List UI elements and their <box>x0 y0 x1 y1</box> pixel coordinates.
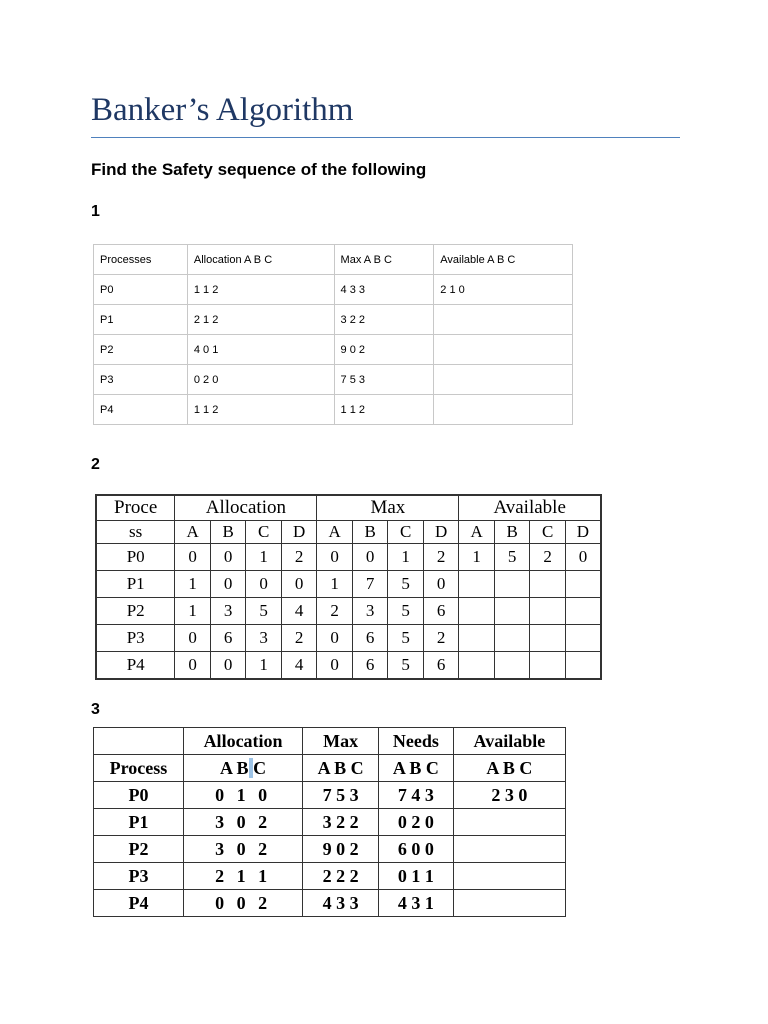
header-letter: D <box>565 521 601 544</box>
problem-3-table <box>93 727 566 917</box>
table-cell: P0 <box>94 782 184 809</box>
header-process-top: Proce <box>96 495 175 521</box>
table-cell: P0 <box>96 544 175 571</box>
header-allocation: Allocation <box>183 728 302 755</box>
header-letter: A <box>175 521 211 544</box>
header-process-bottom: ss <box>96 521 175 544</box>
problem-number-2: 2 <box>91 456 100 473</box>
header-abc-part: C <box>253 757 267 778</box>
table-cell <box>453 836 565 863</box>
table-cell: 0 <box>317 625 352 652</box>
table-cell: 2 <box>281 625 317 652</box>
table-cell <box>494 598 530 625</box>
table-cell <box>453 890 565 917</box>
table-cell: 1 <box>459 544 495 571</box>
table-row <box>94 275 573 305</box>
table-cell: 0 <box>175 625 211 652</box>
table-cell: 3 2 2 <box>303 809 379 836</box>
table-cell: 6 <box>423 598 458 625</box>
table-cell <box>530 625 566 652</box>
table-row <box>94 809 566 836</box>
title-underline <box>91 137 680 138</box>
header-letter: A <box>317 521 352 544</box>
table-cell: 6 <box>352 625 387 652</box>
table-cell: 2 <box>423 625 458 652</box>
header-allocation: Allocation A B C <box>187 245 334 275</box>
header-letter: B <box>494 521 530 544</box>
table-cell <box>565 571 601 598</box>
table-row <box>96 652 601 680</box>
table-cell <box>459 571 495 598</box>
header-letter: B <box>210 521 246 544</box>
table-cell: 5 <box>388 598 423 625</box>
table-cell: 5 <box>388 571 423 598</box>
table-cell <box>453 809 565 836</box>
header-abc: A B C <box>303 755 379 782</box>
table-row <box>94 782 566 809</box>
table-subheader-row <box>96 521 601 544</box>
table-cell: 2 3 0 <box>453 782 565 809</box>
table-cell: 1 <box>175 571 211 598</box>
table-cell: 4 3 1 <box>378 890 453 917</box>
table-cell: 0 <box>175 652 211 680</box>
table-subheader-row <box>94 755 566 782</box>
table-cell: P2 <box>96 598 175 625</box>
problem-1-table <box>93 244 573 425</box>
table-cell: P4 <box>94 395 188 425</box>
table-cell: P0 <box>94 275 188 305</box>
table-cell: 1 <box>317 571 352 598</box>
table-row <box>94 395 573 425</box>
table-cell: 2 2 2 <box>303 863 379 890</box>
table-cell: 3 2 2 <box>334 305 434 335</box>
table-cell: 0 <box>246 571 282 598</box>
header-abc: A B C <box>378 755 453 782</box>
table-cell <box>530 652 566 680</box>
table-cell: P3 <box>94 863 184 890</box>
table-cell: 0 1 1 <box>378 863 453 890</box>
table-cell: 3 0 2 <box>183 809 302 836</box>
table-cell: 5 <box>388 625 423 652</box>
table-cell <box>459 652 495 680</box>
table-header-row <box>94 245 573 275</box>
table-cell: 2 <box>530 544 566 571</box>
table-cell: 2 <box>423 544 458 571</box>
header-available: Available <box>459 495 601 521</box>
table-cell: P4 <box>94 890 184 917</box>
table-cell: P1 <box>96 571 175 598</box>
header-letter: D <box>423 521 458 544</box>
table-cell: P1 <box>94 305 188 335</box>
table-cell: 3 <box>352 598 387 625</box>
table-cell: 4 0 1 <box>187 335 334 365</box>
table-cell: 0 <box>565 544 601 571</box>
table-row <box>96 571 601 598</box>
table-cell: 2 1 0 <box>434 275 573 305</box>
header-letter: C <box>246 521 282 544</box>
table-cell: 0 <box>210 652 246 680</box>
table-cell <box>453 863 565 890</box>
problem-number-3: 3 <box>91 701 100 718</box>
table-cell: 0 <box>423 571 458 598</box>
page-title: Banker’s Algorithm <box>91 92 354 128</box>
table-cell: 2 1 1 <box>183 863 302 890</box>
table-cell: 0 <box>210 544 246 571</box>
table-cell: 7 <box>352 571 387 598</box>
table-cell: 1 1 2 <box>334 395 434 425</box>
table-cell <box>494 625 530 652</box>
table-cell: 0 2 0 <box>187 365 334 395</box>
table-cell: P3 <box>96 625 175 652</box>
table-cell <box>494 652 530 680</box>
table-cell: 1 1 2 <box>187 395 334 425</box>
table-cell: 4 <box>281 652 317 680</box>
table-cell: 4 3 3 <box>303 890 379 917</box>
table-cell <box>530 571 566 598</box>
table-row <box>94 365 573 395</box>
table-cell <box>494 571 530 598</box>
header-letter: C <box>530 521 566 544</box>
table-cell <box>565 652 601 680</box>
table-cell: 0 1 0 <box>183 782 302 809</box>
table-cell: P2 <box>94 836 184 863</box>
instructions: Find the Safety sequence of the following <box>91 160 427 179</box>
header-available: Available <box>453 728 565 755</box>
table-cell: 0 <box>281 571 317 598</box>
table-cell <box>434 365 573 395</box>
table-row <box>94 305 573 335</box>
header-abc-part: A B <box>220 757 249 778</box>
table-cell: P3 <box>94 365 188 395</box>
table-cell: 2 <box>281 544 317 571</box>
table-cell: 5 <box>388 652 423 680</box>
table-cell: 1 <box>388 544 423 571</box>
table-cell: 0 <box>175 544 211 571</box>
table-cell: 0 2 0 <box>378 809 453 836</box>
table-cell: 7 4 3 <box>378 782 453 809</box>
table-cell <box>434 395 573 425</box>
table-cell: 3 0 2 <box>183 836 302 863</box>
header-needs: Needs <box>378 728 453 755</box>
table-row <box>96 625 601 652</box>
table-cell <box>434 335 573 365</box>
header-abc: A B C <box>453 755 565 782</box>
table-cell <box>565 598 601 625</box>
table-cell: 9 0 2 <box>303 836 379 863</box>
table-cell: 9 0 2 <box>334 335 434 365</box>
table-cell: 2 1 2 <box>187 305 334 335</box>
header-max: Max A B C <box>334 245 434 275</box>
header-letter: D <box>281 521 317 544</box>
table-row <box>96 544 601 571</box>
table-cell: 6 <box>210 625 246 652</box>
header-process: Process <box>94 755 184 782</box>
table-cell: 6 <box>352 652 387 680</box>
table-cell: 6 0 0 <box>378 836 453 863</box>
table-cell: P4 <box>96 652 175 680</box>
table-cell: 1 <box>246 652 282 680</box>
table-cell <box>434 305 573 335</box>
header-available: Available A B C <box>434 245 573 275</box>
header-max: Max <box>303 728 379 755</box>
table-cell: 5 <box>246 598 282 625</box>
table-cell: 0 <box>317 652 352 680</box>
table-row <box>94 863 566 890</box>
table-row <box>94 890 566 917</box>
table-header-row <box>94 728 566 755</box>
table-cell: 3 <box>246 625 282 652</box>
table-cell: 0 <box>317 544 352 571</box>
table-cell: 0 <box>352 544 387 571</box>
problem-number-1: 1 <box>91 203 100 220</box>
table-cell: 6 <box>423 652 458 680</box>
table-cell: 1 <box>246 544 282 571</box>
header-letter: A <box>459 521 495 544</box>
table-cell: 7 5 3 <box>334 365 434 395</box>
table-cell: 0 <box>210 571 246 598</box>
table-cell: 4 3 3 <box>334 275 434 305</box>
table-cell <box>94 728 184 755</box>
header-letter: C <box>388 521 423 544</box>
table-cell: 7 5 3 <box>303 782 379 809</box>
table-cell: 2 <box>317 598 352 625</box>
problem-2-table <box>95 494 602 680</box>
header-processes: Processes <box>94 245 188 275</box>
table-cell: P1 <box>94 809 184 836</box>
table-cell: 3 <box>210 598 246 625</box>
table-cell <box>459 598 495 625</box>
header-max: Max <box>317 495 459 521</box>
table-cell: 1 <box>175 598 211 625</box>
table-header-row <box>96 495 601 521</box>
table-row <box>94 335 573 365</box>
table-cell <box>459 625 495 652</box>
table-cell: 4 <box>281 598 317 625</box>
table-cell: P2 <box>94 335 188 365</box>
table-cell: 5 <box>494 544 530 571</box>
table-cell: 0 0 2 <box>183 890 302 917</box>
table-row <box>94 836 566 863</box>
table-cell: 1 1 2 <box>187 275 334 305</box>
table-row <box>96 598 601 625</box>
header-allocation: Allocation <box>175 495 317 521</box>
header-abc <box>183 755 302 782</box>
header-letter: B <box>352 521 387 544</box>
table-cell <box>565 625 601 652</box>
table-cell <box>530 598 566 625</box>
